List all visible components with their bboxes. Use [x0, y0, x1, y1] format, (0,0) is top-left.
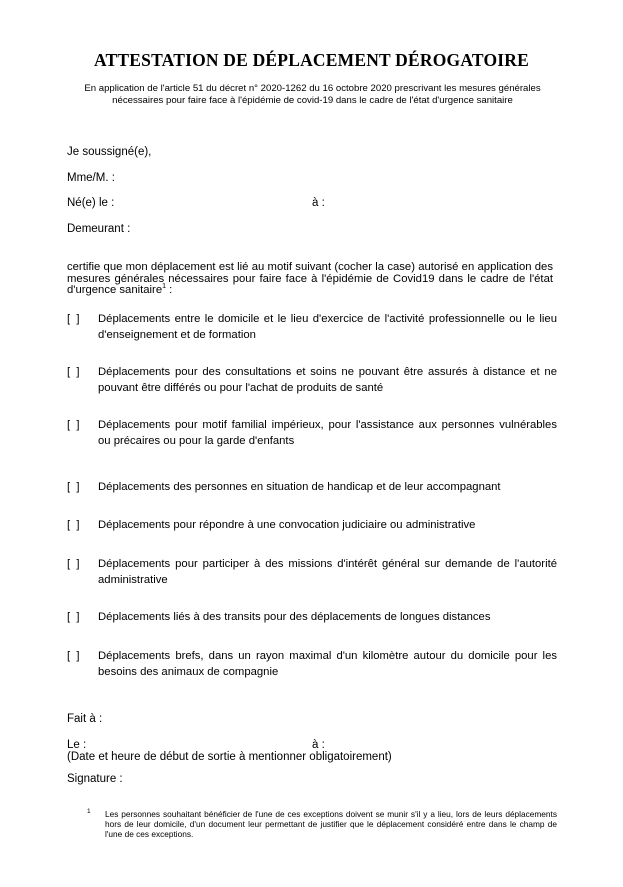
footnote-mark: 1 [87, 808, 91, 815]
motif-item-pets[interactable] [67, 648, 557, 680]
checkbox-family[interactable]: [ ] [67, 419, 80, 431]
mme-m-label: Mme/M. : [67, 172, 115, 184]
birth-date-label: Né(e) le : [67, 197, 115, 209]
motif-text-transit: Déplacements liés à des transits pour des déplacements de longues distances [98, 611, 491, 623]
checkbox-pets[interactable]: [ ] [67, 650, 80, 662]
checkbox-judicial[interactable]: [ ] [67, 519, 80, 531]
checkbox-handicap[interactable]: [ ] [67, 481, 80, 493]
checkbox-transit[interactable]: [ ] [67, 611, 80, 623]
motif-item-professional[interactable] [67, 311, 557, 343]
motif-text-handicap: Déplacements des personnes en situation de handicap et de leur accompagnant [98, 481, 501, 493]
motif-text-family: Déplacements pour motif familial impérieux, pour l'assistance aux personnes vulnérables ou précaires ou pour la garde d'enfants [98, 419, 557, 447]
checkbox-general-interest[interactable]: [ ] [67, 558, 80, 570]
footnote [87, 809, 557, 839]
motif-item-health[interactable] [67, 364, 557, 396]
motif-item-general-interest[interactable] [67, 556, 557, 588]
checkbox-health[interactable]: [ ] [67, 366, 80, 378]
motif-text-judicial: Déplacements pour répondre à une convocation judiciaire ou administrative [98, 519, 476, 531]
motif-text-pets: Déplacements brefs, dans un rayon maximal d'un kilomètre autour du domicile pour les besoins des animaux de compagnie [98, 650, 557, 678]
motif-item-family[interactable] [67, 417, 557, 449]
address-label: Demeurant : [67, 223, 131, 235]
birth-place-label: à : [312, 197, 325, 209]
motif-item-judicial[interactable] [67, 517, 557, 533]
soussigne-label: Je soussigné(e), [67, 146, 152, 158]
footnote-reference: 1 [162, 283, 167, 291]
time-label: à : [312, 739, 325, 751]
date-note: (Date et heure de début de sortie à mentionner obligatoirement) [67, 751, 392, 763]
motif-text-professional: Déplacements entre le domicile et le lieu d'exercice de l'activité professionnelle ou le lieu d'enseignement et de formation [98, 313, 557, 341]
checkbox-professional[interactable]: [ ] [67, 313, 80, 325]
motif-item-transit[interactable] [67, 609, 557, 625]
intro-suffix: : [166, 284, 173, 296]
footnote-text: Les personnes souhaitant bénéficier de l'une de ces exceptions doivent se munir s'il y a lieu, lors de leurs déplacements hors de leur domicile, d'un document leur permettant de justifier que le déplacement considéré entre dans le champ de l'une de ces exceptions. [105, 809, 557, 839]
date-label: Le : [67, 739, 87, 751]
document-title: ATTESTATION DE DÉPLACEMENT DÉROGATOIRE [94, 50, 529, 70]
intro-text: certifie que mon déplacement est lié au motif suivant (cocher la case) autorisé en application des mesures générales nécessaires pour faire face à l'épidémie de Covid19 dans le cadre de l'état d'urgence sanitaire [67, 261, 553, 296]
signature-label: Signature : [67, 773, 123, 785]
intro-paragraph [67, 262, 553, 297]
motif-text-health: Déplacements pour des consultations et soins ne pouvant être assurés à distance et ne pouvant être différés ou pour l'achat de produits de santé [98, 366, 557, 394]
motif-item-handicap[interactable] [67, 479, 557, 495]
document-subtitle: En application de l'article 51 du décret n° 2020-1262 du 16 octobre 2020 prescrivant les mesures générales nécessaires pour faire face à l'épidémie de covid-19 dans le cadre de l'état d'urgence sanitaire [84, 83, 541, 106]
motif-text-general-interest: Déplacements pour participer à des missions d'intérêt général sur demande de l'autorité administrative [98, 558, 557, 586]
place-signed-label: Fait à : [67, 713, 103, 725]
